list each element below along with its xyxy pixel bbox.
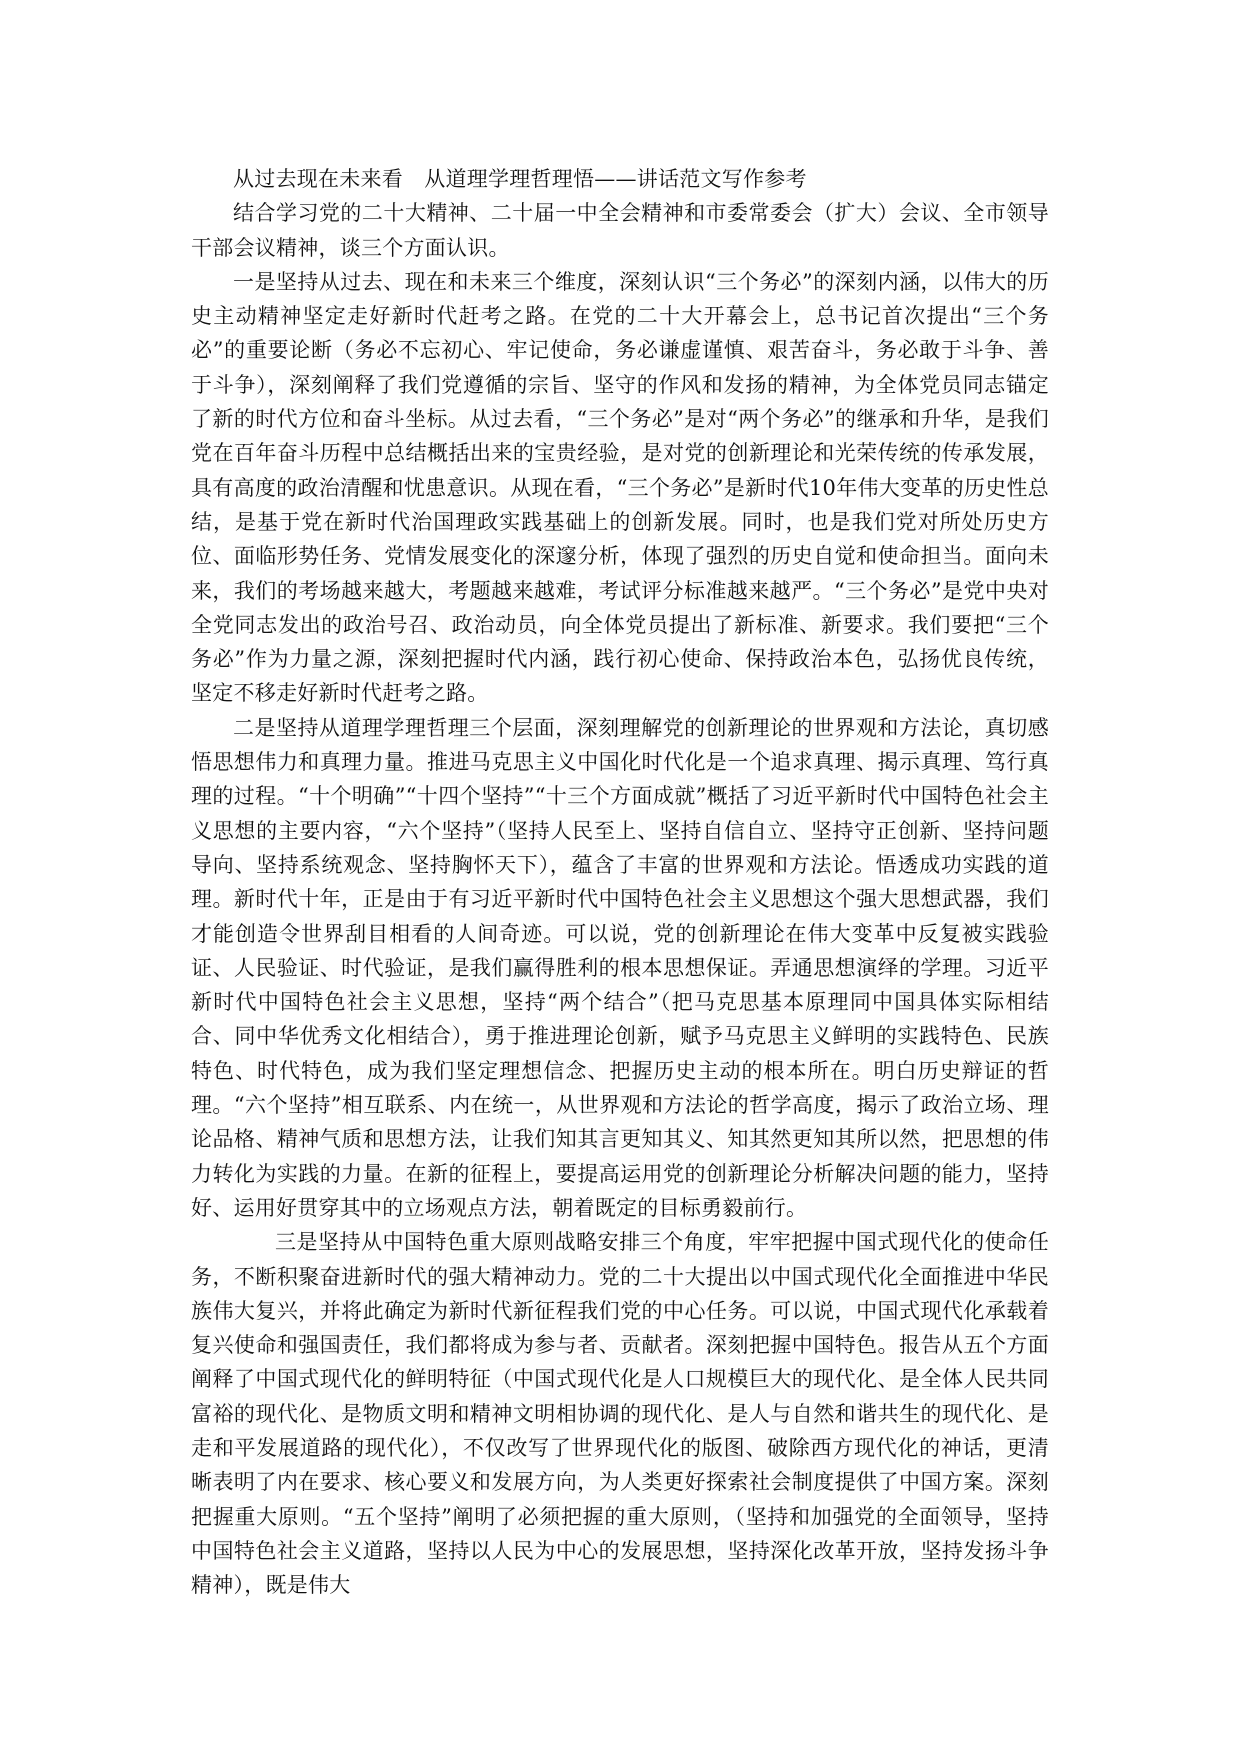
paragraph-3: 三是坚持从中国特色重大原则战略安排三个角度，牢牢把握中国式现代化的使命任务，不断积聚奋进新时代的强大精神动力。党的二十大提出以中国式现代化全面推进中华民族伟大复兴，并将此确定为新时代新征程我们党的中心任务。可以说，中国式现代化承载着复兴使命和强国责任，我们都将成为参与者、贡献者。深刻把握中国特色。报告从五个方面阐释了中国式现代化的鲜明特征（中国式现代化是人口规模巨大的现代化、是全体人民共同富裕的现代化、是物质文明和精神文明相协调的现代化、是人与自然和谐共生的现代化、是走和平发展道路的现代化），不仅改写了世界现代化的版图、破除西方现代化的神话，更清晰表明了内在要求、核心要义和发展方向，为人类更好探索社会制度提供了中国方案。深刻把握重大原则。“五个坚持”阐明了必须把握的重大原则，（坚持和加强党的全面领导，坚持中国特色社会主义道路，坚持以人民为中心的发展思想，坚持深化改革开放，坚持发扬斗争精神），既是伟大	[191, 1230, 1049, 1598]
paragraph-2: 二是坚持从道理学理哲理三个层面，深刻理解党的创新理论的世界观和方法论，真切感悟思想伟力和真理力量。推进马克思主义中国化时代化是一个追求真理、揭示真理、笃行真理的过程。“十个明确”“十四个坚持”“十三个方面成就”概括了习近平新时代中国特色社会主义思想的主要内容，“六个坚持”（坚持人民至上、坚持自信自立、坚持守正创新、坚持问题导向、坚持系统观念、坚持胸怀天下），蕴含了丰富的世界观和方法论。悟透成功实践的道理。新时代十年，正是由于有习近平新时代中国特色社会主义思想这个强大思想武器，我们才能创造令世界刮目相看的人间奇迹。可以说，党的创新理论在伟大变革中反复被实践验证、人民验证、时代验证，是我们赢得胜利的根本思想保证。弄通思想演绎的学理。习近平新时代中国特色社会主义思想，坚持“两个结合”（把马克思基本原理同中国具体实际相结合、同中华优秀文化相结合），勇于推进理论创新，赋予马克思主义鲜明的实践特色、民族特色、时代特色，成为我们坚定理想信念、把握历史主动的根本所在。明白历史辩证的哲理。“六个坚持”相互联系、内在统一，从世界观和方法论的哲学高度，揭示了政治立场、理论品格、精神气质和思想方法，让我们知其言更知其义、知其然更知其所以然，把思想的伟力转化为实践的力量。在新的征程上，要提高运用党的创新理论分析解决问题的能力，坚持好、运用好贯穿其中的立场观点方法，朝着既定的目标勇毅前行。	[191, 715, 1049, 1220]
document-title: 从过去现在未来看 从道理学理哲理悟——讲话范文写作参考	[233, 167, 807, 191]
document-page	[191, 162, 1049, 1602]
paragraph-1: 一是坚持从过去、现在和未来三个维度，深刻认识“三个务必”的深刻内涵，以伟大的历史主动精神坚定走好新时代赶考之路。在党的二十大开幕会上，总书记首次提出“三个务必”的重要论断（务必不忘初心、牢记使命，务必谦虚谨慎、艰苦奋斗，务必敢于斗争、善于斗争），深刻阐释了我们党遵循的宗旨、坚守的作风和发扬的精神，为全体党员同志锚定了新的时代方位和奋斗坐标。从过去看，“三个务必”是对“两个务必”的继承和升华，是我们党在百年奋斗历程中总结概括出来的宝贵经验，是对党的创新理论和光荣传统的传承发展，具有高度的政治清醒和忧患意识。从现在看，“三个务必”是新时代10年伟大变革的历史性总结，是基于党在新时代治国理政实践基础上的创新发展。同时，也是我们党对所处历史方位、面临形势任务、党情发展变化的深邃分析，体现了强烈的历史自觉和使命担当。面向未来，我们的考场越来越大，考题越来越难，考试评分标准越来越严。“三个务必”是党中央对全党同志发出的政治号召、政治动员，向全体党员提出了新标准、新要求。我们要把“三个务必”作为力量之源，深刻把握时代内涵，践行初心使命、保持政治本色，弘扬优良传统，坚定不移走好新时代赶考之路。	[191, 269, 1049, 706]
intro-paragraph: 结合学习党的二十大精神、二十届一中全会精神和市委常委会（扩大）会议、全市领导干部会议精神，谈三个方面认识。	[191, 201, 1049, 260]
